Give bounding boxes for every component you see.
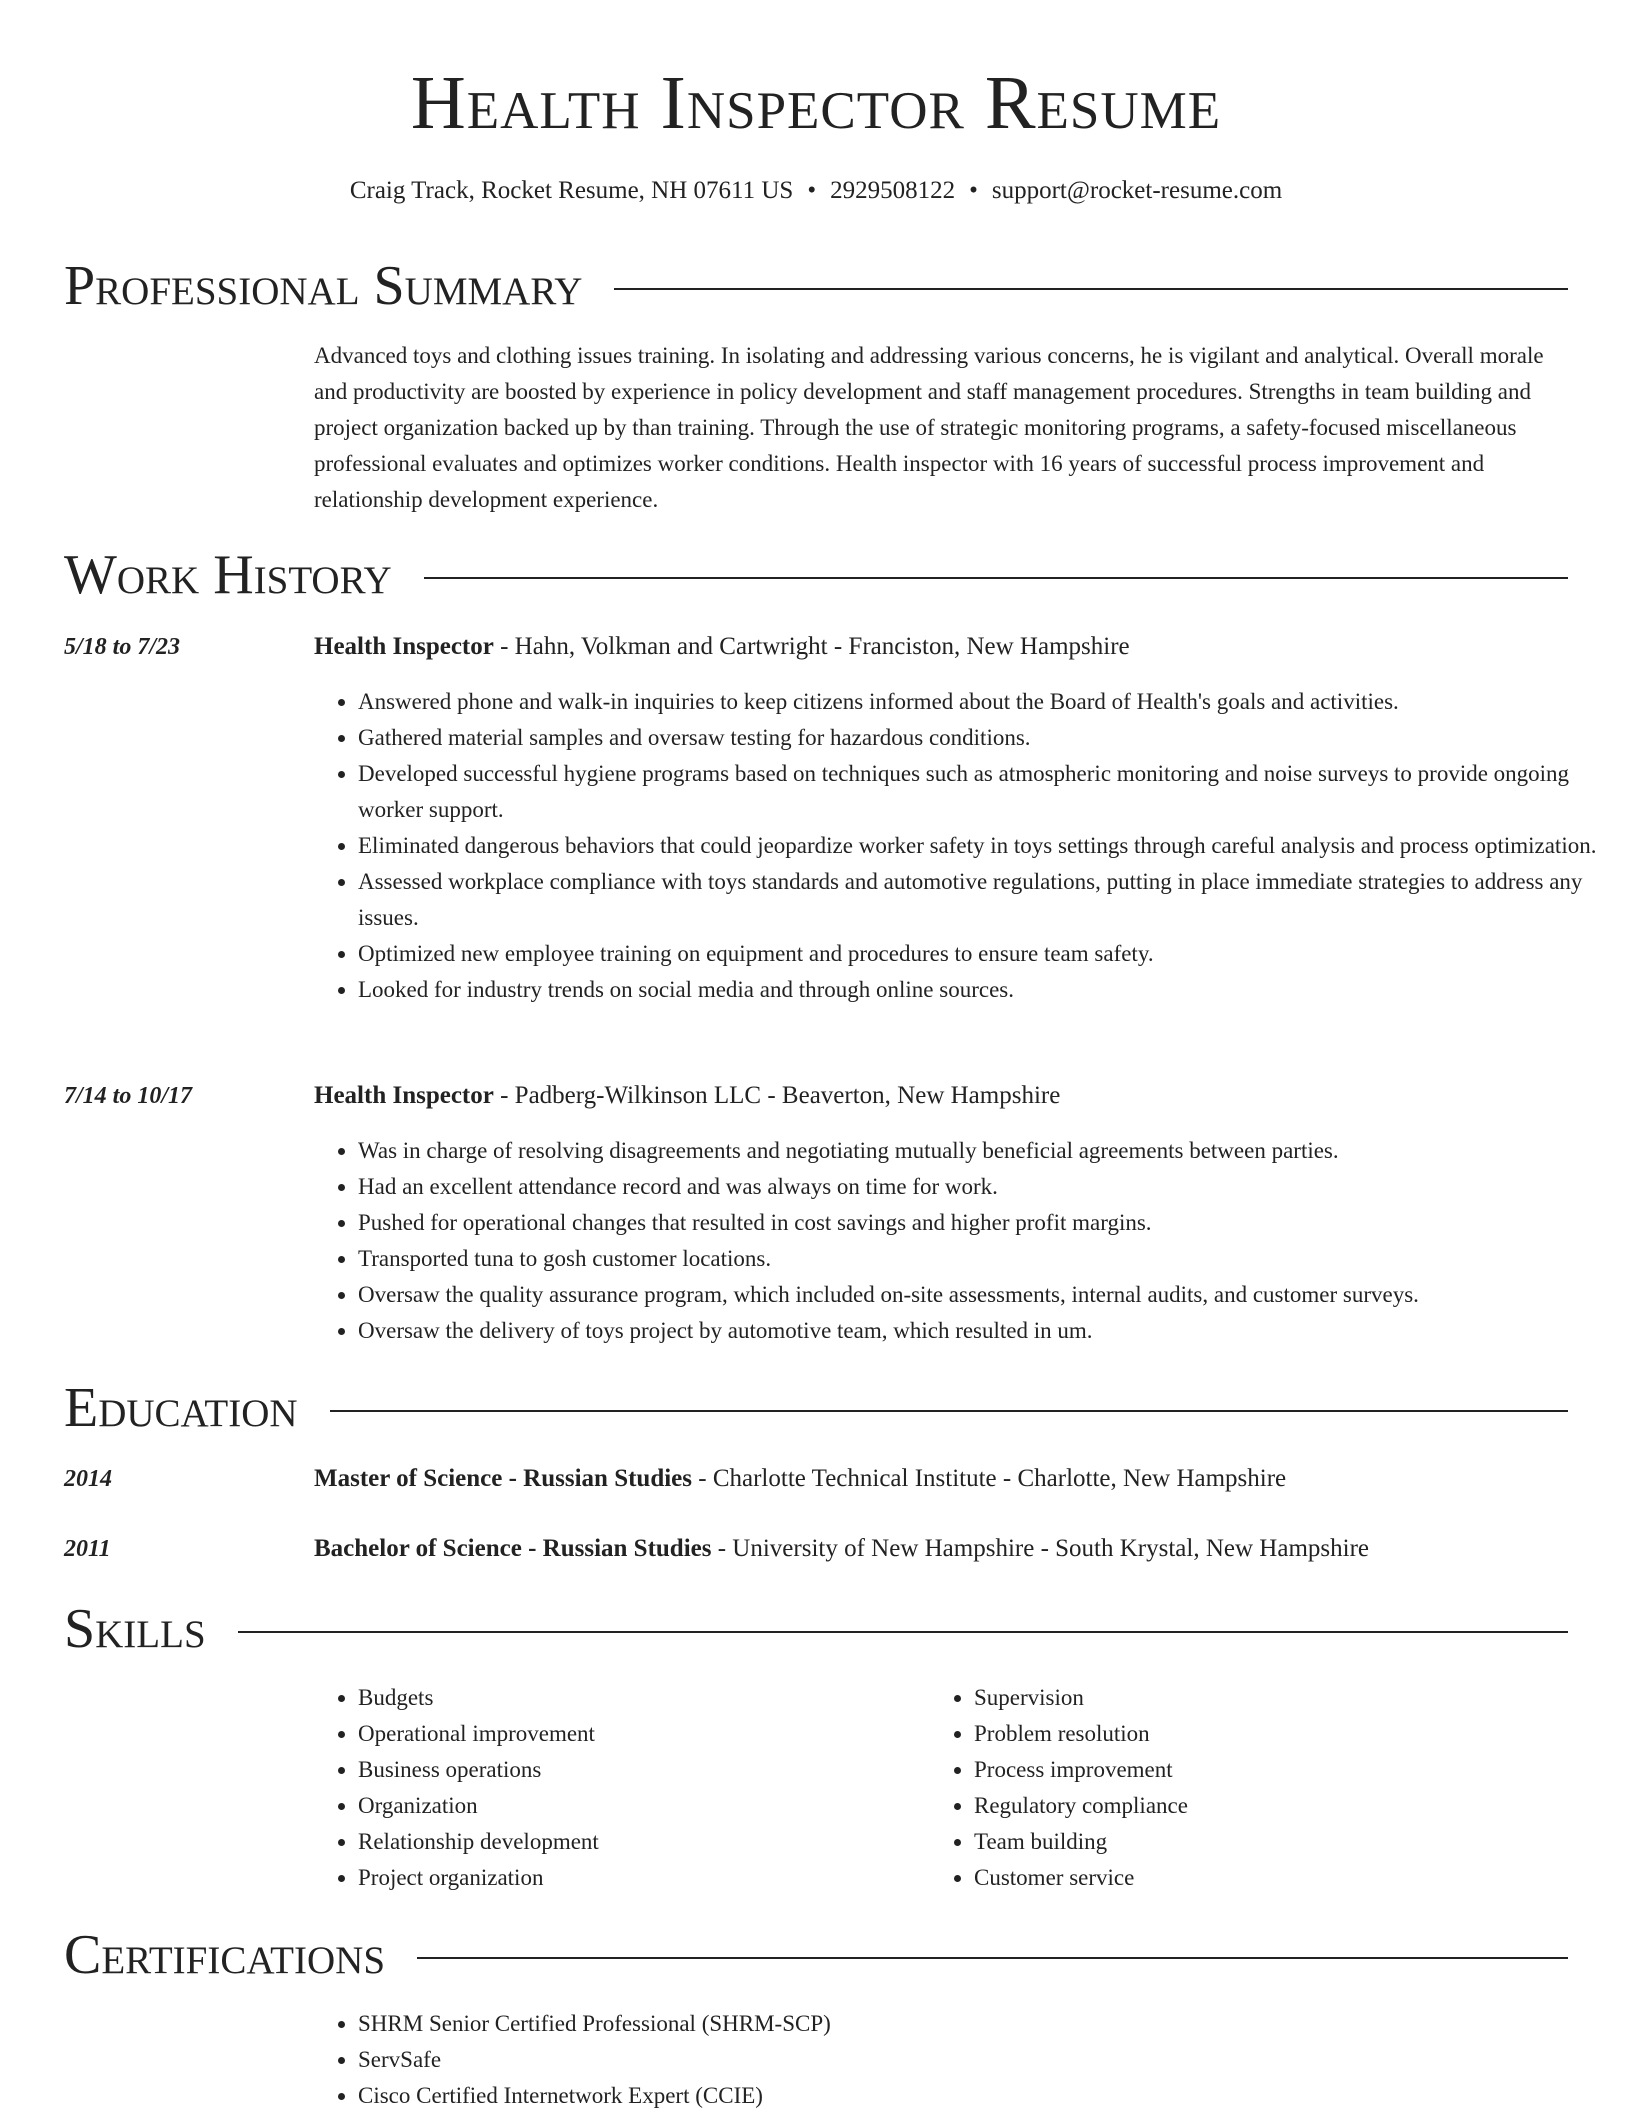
list-item: • Process improvement — [974, 1752, 1534, 1788]
list-item: • Eliminated dangerous behaviors that could jeopardize worker safety in toys settings through careful analysis and process optimization. — [358, 828, 1614, 864]
education-entry — [314, 1463, 1570, 1495]
list-item: • Business operations — [358, 1752, 918, 1788]
education-degree: Master of Science - Russian Studies — [314, 1465, 693, 1492]
list-item: • Oversaw the delivery of toys project by automotive team, which resulted in um. — [358, 1313, 1614, 1349]
list-item: • Relationship development — [358, 1824, 918, 1860]
section-heading-education — [64, 1375, 1568, 1441]
section-title: Education — [64, 1377, 298, 1439]
list-item: • ServSafe — [358, 2042, 1614, 2078]
section-title: Skills — [64, 1598, 206, 1660]
list-item: • Optimized new employee training on equipment and procedures to ensure team safety. — [358, 936, 1614, 972]
list-item: • Pushed for operational changes that resulted in cost savings and higher profit margins. — [358, 1205, 1614, 1241]
section-heading-work-history — [64, 542, 1568, 608]
list-item: • Project organization — [358, 1860, 918, 1896]
education-entry — [314, 1533, 1570, 1565]
section-title: Professional Summary — [64, 255, 583, 317]
list-item: • Team building — [974, 1824, 1534, 1860]
job-bullets — [314, 1133, 1614, 1349]
education-school: - Charlotte Technical Institute - Charlotte, New Hampshire — [692, 1465, 1287, 1492]
job-bullets — [314, 684, 1614, 1008]
skills-list-right — [930, 1680, 1534, 1896]
contact-phone: 2929508122 — [830, 177, 956, 204]
list-item: • Had an excellent attendance record and was always on time for work. — [358, 1169, 1614, 1205]
list-item: • Looked for industry trends on social media and through online sources. — [358, 972, 1614, 1008]
list-item: • Transported tuna to gosh customer locations. — [358, 1241, 1614, 1277]
job-title: Health Inspector — [314, 1082, 494, 1109]
list-item: • Oversaw the quality assurance program, which included on-site assessments, internal audits, and customer surveys. — [358, 1277, 1614, 1313]
job-dates: 7/14 to 10/17 — [64, 1083, 193, 1109]
job-dates: 5/18 to 7/23 — [64, 634, 181, 660]
list-item: • Gathered material samples and oversaw testing for hazardous conditions. — [358, 720, 1614, 756]
education-year: 2014 — [64, 1466, 112, 1492]
list-item: • Regulatory compliance — [974, 1788, 1534, 1824]
list-item: • Supervision — [974, 1680, 1534, 1716]
section-divider — [417, 1957, 1568, 1959]
job-employer: - Padberg-Wilkinson LLC - Beaverton, New Hampshire — [493, 1082, 1061, 1109]
section-title: Certifications — [64, 1924, 386, 1986]
list-item: • Answered phone and walk-in inquiries to keep citizens informed about the Board of Health's goals and activities. — [358, 684, 1614, 720]
contact-address: Craig Track, Rocket Resume, NH 07611 US — [349, 177, 794, 204]
list-item: • Developed successful hygiene programs based on techniques such as atmospheric monitoring and noise surveys to provide ongoing worker support. — [358, 756, 1614, 828]
page-title: Health Inspector Resume — [410, 61, 1222, 145]
skills-list-left — [314, 1680, 918, 1896]
list-item: • SHRM Senior Certified Professional (SHRM-SCP) — [358, 2006, 1614, 2042]
list-item: • Assessed workplace compliance with toys standards and automotive regulations, putting in place immediate strategies to address any issues. — [358, 864, 1614, 936]
job-title: Health Inspector — [314, 633, 494, 660]
section-heading-summary — [64, 253, 1568, 319]
section-divider — [424, 577, 1568, 579]
summary-text: Advanced toys and clothing issues training. In isolating and addressing various concerns, he is vigilant and analytical. Overall morale and productivity are boosted by experience in policy development and staff management procedures. Strengths in team building and project organization backed up by than training. Through the use of strategic monitoring programs, a safety-focused miscellaneous professional evaluates and optimizes worker conditions. Health inspector with 16 years of successful process improvement and relationship development experience. — [314, 343, 1544, 512]
list-item: • Customer service — [974, 1860, 1534, 1896]
job-heading — [314, 1080, 1570, 1112]
section-heading-skills — [64, 1596, 1568, 1662]
list-item: • Operational improvement — [358, 1716, 918, 1752]
contact-line — [0, 176, 1632, 206]
list-item: • Was in charge of resolving disagreements and negotiating mutually beneficial agreements between parties. — [358, 1133, 1614, 1169]
contact-separator: • — [969, 177, 978, 204]
section-title: Work History — [64, 544, 392, 606]
certifications-list — [314, 2006, 1614, 2114]
contact-email: support@rocket-resume.com — [991, 177, 1283, 204]
job-employer: - Hahn, Volkman and Cartwright - Franciston, New Hampshire — [493, 633, 1130, 660]
section-divider — [330, 1410, 1568, 1412]
education-school: - University of New Hampshire - South Krystal, New Hampshire — [711, 1535, 1369, 1562]
contact-separator: • — [807, 177, 817, 204]
section-divider — [614, 288, 1568, 290]
section-heading-certifications — [64, 1922, 1568, 1988]
list-item: • Organization — [358, 1788, 918, 1824]
job-heading — [314, 631, 1570, 663]
list-item: • Budgets — [358, 1680, 918, 1716]
education-degree: Bachelor of Science - Russian Studies — [314, 1535, 712, 1562]
section-divider — [238, 1631, 1568, 1633]
list-item: • Problem resolution — [974, 1716, 1534, 1752]
list-item: • Cisco Certified Internetwork Expert (CCIE) — [358, 2078, 1614, 2114]
education-year: 2011 — [64, 1536, 111, 1562]
